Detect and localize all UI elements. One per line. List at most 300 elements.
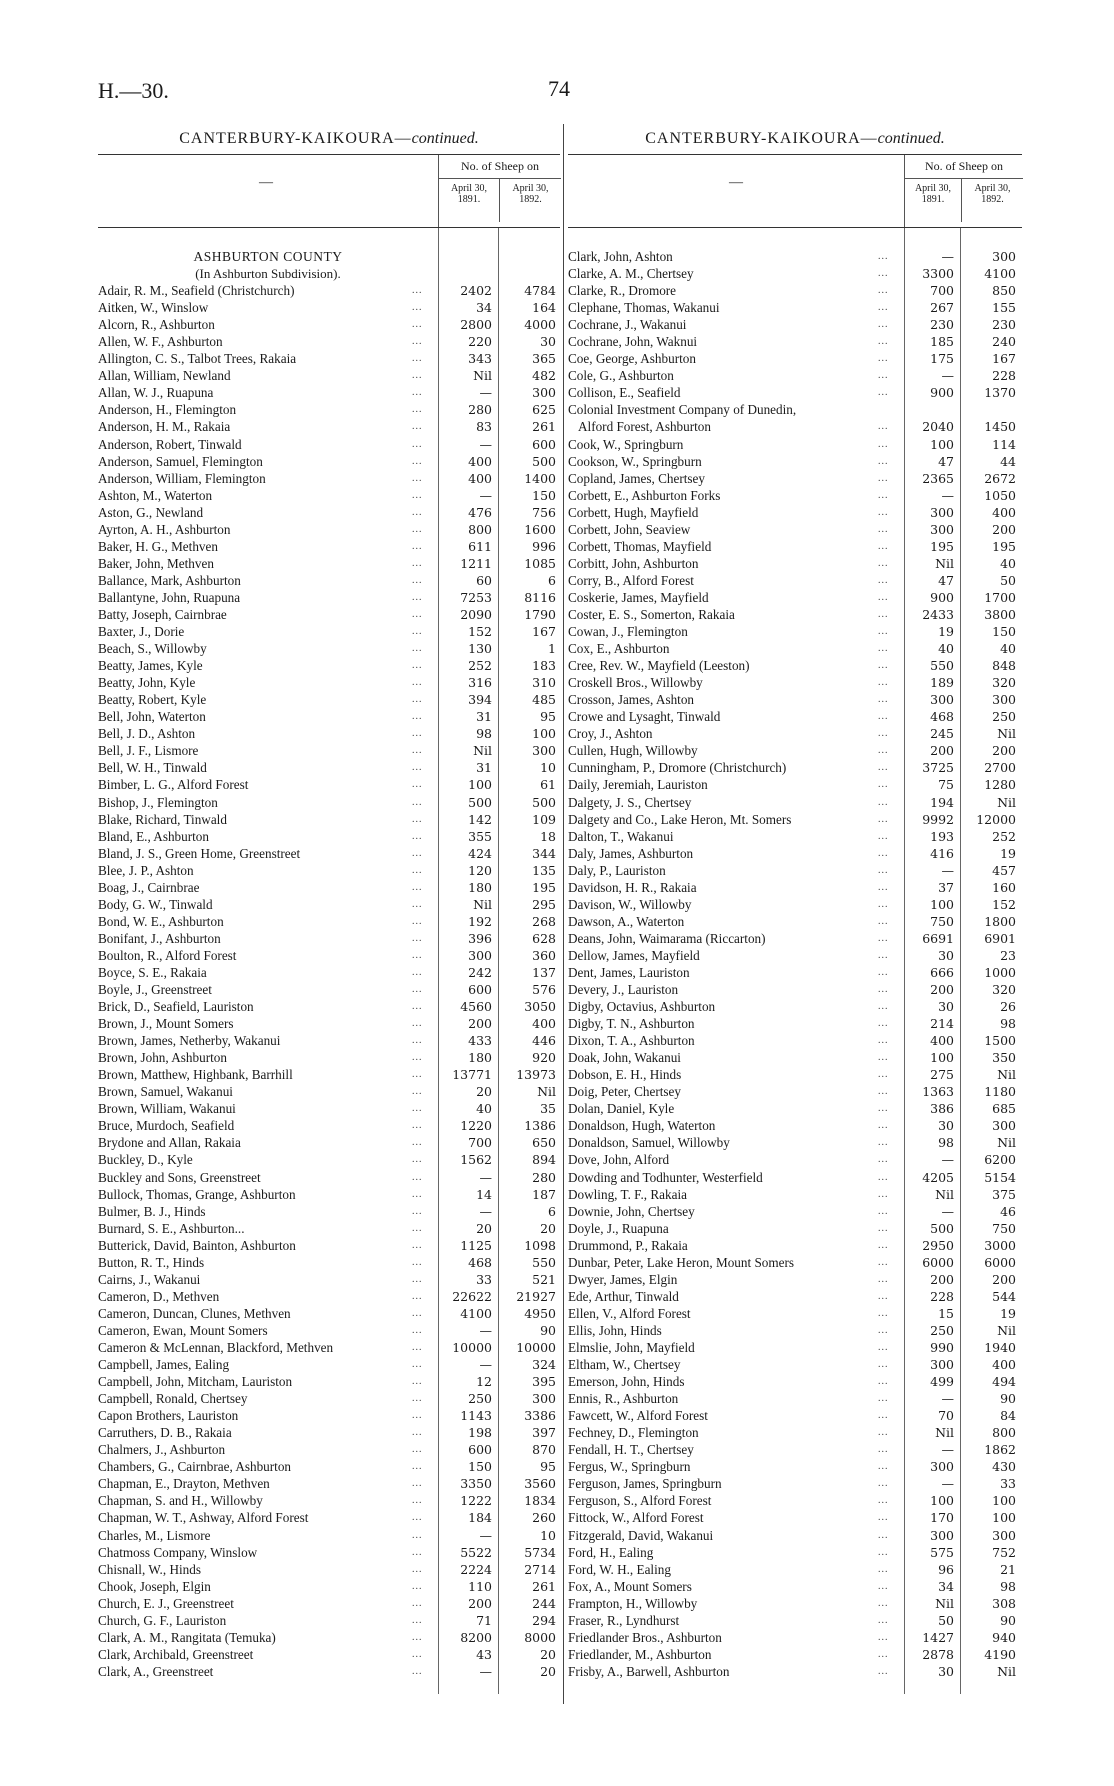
sheep-1891-value: 200 xyxy=(930,743,954,759)
owner-name: Chalmers, J., Ashburton xyxy=(98,1442,226,1458)
owner-name: Cameron & McLennan, Blackford, Methven xyxy=(98,1340,334,1355)
owner-name: Dellow, James, Mayfield xyxy=(568,947,700,963)
sheep-1891-value: 200 xyxy=(930,1271,954,1287)
leader-dots: ... xyxy=(412,1478,423,1490)
leader-dots: ... xyxy=(878,1478,889,1490)
sheep-1892-value: 308 xyxy=(992,1595,1016,1611)
sheep-1891-value: 250 xyxy=(930,1322,954,1338)
leader-dots: ... xyxy=(412,1376,423,1388)
sheep-1891-value: 43 xyxy=(476,1646,492,1662)
sheep-1891-value: 900 xyxy=(930,589,954,605)
sheep-1891-value: 5522 xyxy=(460,1544,492,1560)
owner-name: Dalgety and Co., Lake Heron, Mt. Somers xyxy=(568,811,792,827)
owner-name: Ellen, V., Alford Forest xyxy=(568,1305,691,1321)
owner-name: Brown, J., Mount Somers xyxy=(98,1016,234,1032)
owner-name: Bell, John, Waterton xyxy=(98,709,206,725)
left-sheep-header: No. of Sheep on xyxy=(461,159,539,173)
sheep-1891-value: 280 xyxy=(468,402,492,418)
table-row xyxy=(98,1066,560,1083)
owner-name: Anderson, H., Flemington xyxy=(98,402,237,418)
sheep-1892-value: 300 xyxy=(992,249,1016,264)
owner-name: Dove, John, Alford xyxy=(568,1152,670,1168)
owner-name: Corbett, John, Seaview xyxy=(568,521,691,537)
table-row xyxy=(98,794,560,811)
sheep-1891-value: 40 xyxy=(938,641,954,657)
leader-dots: ... xyxy=(878,966,889,978)
sheep-1892-value: 2672 xyxy=(984,470,1016,486)
sheep-1892-value: 400 xyxy=(532,1016,556,1032)
sheep-1892-value: 1 xyxy=(548,641,556,657)
owner-name: Frampton, H., Willowby xyxy=(568,1595,698,1611)
sheep-1892-value: 300 xyxy=(532,385,556,401)
leader-dots: ... xyxy=(878,489,889,501)
sheep-1892-value: 40 xyxy=(1000,555,1016,571)
table-row xyxy=(568,333,1022,350)
owner-name: Dunbar, Peter, Lake Heron, Mount Somers xyxy=(568,1254,795,1270)
sheep-1892-value: 1800 xyxy=(984,913,1016,929)
sheep-1892-value: 750 xyxy=(992,1220,1016,1236)
sheep-1891-value: 400 xyxy=(930,1033,954,1049)
table-row xyxy=(98,367,560,384)
owner-name: Ede, Arthur, Tinwald xyxy=(568,1288,679,1304)
owner-name: Fergus, W., Springburn xyxy=(568,1459,691,1475)
leader-dots: ... xyxy=(878,1529,889,1541)
leader-dots: ... xyxy=(412,1307,423,1319)
sheep-1891-value: 666 xyxy=(930,964,954,980)
sheep-1891-value: 228 xyxy=(930,1288,954,1304)
sheep-1891-value: — xyxy=(941,1152,954,1168)
sheep-1891-value: 170 xyxy=(930,1510,954,1526)
leader-dots: ... xyxy=(878,1665,889,1677)
sheep-1891-value: — xyxy=(479,385,492,401)
sheep-1892-value: 19 xyxy=(1000,845,1016,861)
owner-name: Clarke, A. M., Chertsey xyxy=(568,266,694,282)
table-row xyxy=(568,1475,1022,1492)
table-row xyxy=(98,470,560,487)
sheep-1891-value: 2090 xyxy=(460,606,492,622)
sheep-1892-value: 268 xyxy=(532,913,556,929)
sheep-1891-value: 193 xyxy=(930,828,954,844)
table-row xyxy=(568,487,1022,504)
sheep-1891-value: 1363 xyxy=(922,1084,954,1100)
sheep-1892-value: 95 xyxy=(540,1459,556,1475)
sheep-1892-value: 252 xyxy=(992,828,1016,844)
owner-name: Chapman, W. T., Ashway, Alford Forest xyxy=(98,1510,309,1526)
owner-name: Coster, E. S., Somerton, Rakaia xyxy=(568,606,735,622)
sheep-1892-value: 261 xyxy=(532,1578,556,1594)
sheep-1891-value: 4205 xyxy=(922,1169,954,1185)
leader-dots: ... xyxy=(878,1120,889,1132)
sheep-1891-value: 214 xyxy=(930,1016,954,1032)
owner-name: Bland, E., Ashburton xyxy=(98,828,209,844)
table-row xyxy=(98,845,560,862)
owner-name: Aston, G., Newland xyxy=(98,504,204,520)
owner-name: Donaldson, Samuel, Willowby xyxy=(568,1135,730,1151)
owner-name: Bimber, L. G., Alford Forest xyxy=(98,777,249,793)
table-row xyxy=(98,555,560,572)
leader-dots: ... xyxy=(412,1393,423,1405)
sheep-1892-value: 1098 xyxy=(524,1237,556,1253)
leader-dots: ... xyxy=(412,932,423,944)
sheep-1891-value: 300 xyxy=(930,504,954,520)
sheep-1892-value: 375 xyxy=(992,1186,1016,1202)
sheep-1891-value: 33 xyxy=(476,1271,492,1287)
owner-name: Bell, J. F., Lismore xyxy=(98,743,199,759)
sheep-1892-value: 195 xyxy=(992,538,1016,554)
table-row xyxy=(568,811,1022,828)
owner-name: Cook, W., Springburn xyxy=(568,436,684,452)
owner-name: Brown, John, Ashburton xyxy=(98,1050,227,1066)
owner-name: Chapman, S. and H., Willowby xyxy=(98,1493,263,1509)
owner-name: Cameron, Duncan, Clunes, Methven xyxy=(98,1305,291,1321)
table-row xyxy=(568,725,1022,742)
leader-dots: ... xyxy=(878,1324,889,1336)
owner-name: Daly, P., Lauriston xyxy=(568,862,666,878)
table-row xyxy=(98,1288,560,1305)
owner-name: Bell, W. H., Tinwald xyxy=(98,760,207,776)
leader-dots: ... xyxy=(878,1290,889,1302)
sheep-1891-value: 6000 xyxy=(922,1254,954,1270)
sheep-1891-value: — xyxy=(941,1476,954,1492)
owner-name: Frisby, A., Barwell, Ashburton xyxy=(568,1663,730,1679)
sheep-1892-value: 6 xyxy=(548,1203,556,1219)
owner-name: Doak, John, Wakanui xyxy=(568,1050,681,1066)
sheep-1891-value: 500 xyxy=(930,1220,954,1236)
table-row xyxy=(568,367,1022,384)
owner-name: Cairns, J., Wakanui xyxy=(98,1271,201,1287)
leader-dots: ... xyxy=(412,677,423,689)
sheep-1891-value: 250 xyxy=(468,1391,492,1407)
owner-name: Campbell, Ronald, Chertsey xyxy=(98,1391,248,1407)
owner-name: Corbett, Thomas, Mayfield xyxy=(568,538,712,554)
leader-dots: ... xyxy=(412,1086,423,1098)
sheep-1892-value: 430 xyxy=(992,1459,1016,1475)
table-row xyxy=(98,1646,560,1663)
table-row xyxy=(568,555,1022,572)
sheep-1891-value: 2878 xyxy=(922,1646,954,1662)
owner-name: Ballantyne, John, Ruapuna xyxy=(98,589,241,605)
owner-name: Ferguson, James, Springburn xyxy=(568,1476,722,1492)
sheep-1891-value: 355 xyxy=(468,828,492,844)
leader-dots: ... xyxy=(878,1427,889,1439)
sheep-1891-value: 175 xyxy=(930,351,954,367)
table-row xyxy=(568,674,1022,691)
sheep-1891-value: 195 xyxy=(930,538,954,554)
sheep-1892-value: 5734 xyxy=(524,1544,556,1560)
table-row xyxy=(98,964,560,981)
sheep-1891-value: 252 xyxy=(468,658,492,674)
leader-dots: ... xyxy=(878,1546,889,1558)
owner-name: Daly, James, Ashburton xyxy=(568,845,694,861)
owner-name: Anderson, William, Flemington xyxy=(98,470,266,486)
sheep-1891-value: 990 xyxy=(930,1340,954,1355)
leader-dots: ... xyxy=(878,268,889,280)
owner-name: Ayrton, A. H., Ashburton xyxy=(98,521,231,537)
leader-dots: ... xyxy=(878,1444,889,1456)
sheep-1892-value: Nil xyxy=(537,1084,556,1100)
owner-name: Allington, C. S., Talbot Trees, Rakaia xyxy=(98,351,297,367)
sheep-1892-value: 1862 xyxy=(984,1442,1016,1458)
owner-name: Beatty, James, Kyle xyxy=(98,658,203,674)
leader-dots: ... xyxy=(878,796,889,808)
table-row xyxy=(568,316,1022,333)
table-row xyxy=(98,316,560,333)
sheep-1892-value: 44 xyxy=(1000,453,1016,469)
table-row xyxy=(98,759,560,776)
leader-dots: ... xyxy=(878,387,889,399)
leader-dots: ... xyxy=(878,1597,889,1609)
sheep-1891-value: 98 xyxy=(938,1135,954,1151)
leader-dots: ... xyxy=(878,949,889,961)
leader-dots: ... xyxy=(412,966,423,978)
sheep-1891-value: 700 xyxy=(468,1135,492,1151)
sheep-1892-value: 1000 xyxy=(984,964,1016,980)
leader-dots: ... xyxy=(412,1648,423,1660)
owner-name: Adair, R. M., Seafield (Christchurch) xyxy=(98,283,295,299)
owner-name: Brick, D., Seafield, Lauriston xyxy=(98,999,254,1015)
county-subheading: (In Ashburton Subdivision). xyxy=(195,266,341,282)
sheep-1892-value: 1790 xyxy=(524,606,556,622)
owner-name: Clark, A. M., Rangitata (Temuka) xyxy=(98,1629,276,1645)
owner-name: Batty, Joseph, Cairnbrae xyxy=(98,606,227,622)
owner-name: Cullen, Hugh, Willowby xyxy=(568,743,698,759)
leader-dots: ... xyxy=(878,1052,889,1064)
sheep-1891-value: 100 xyxy=(930,1050,954,1066)
leader-dots: ... xyxy=(412,370,423,382)
column-divider xyxy=(563,124,564,1704)
sheep-1891-value: Nil xyxy=(935,1595,954,1611)
leader-dots: ... xyxy=(412,1171,423,1183)
sheep-1891-value: 3350 xyxy=(460,1476,492,1492)
sheep-1892-value: 1386 xyxy=(524,1118,556,1134)
owner-name: Friedlander, M., Ashburton xyxy=(568,1646,712,1662)
owner-name: Drummond, P., Rakaia xyxy=(568,1237,688,1253)
sheep-1892-value: 260 xyxy=(532,1510,556,1526)
left-header-dash: — xyxy=(259,175,273,190)
leader-dots: ... xyxy=(878,694,889,706)
leader-dots: ... xyxy=(878,370,889,382)
sheep-1891-value: 343 xyxy=(468,351,492,367)
leader-dots: ... xyxy=(878,881,889,893)
leader-dots: ... xyxy=(878,1512,889,1524)
sheep-1892-value: 50 xyxy=(1000,572,1016,588)
sheep-1892-value: 800 xyxy=(992,1425,1016,1441)
sheep-1891-value: 180 xyxy=(468,879,492,895)
leader-dots: ... xyxy=(412,608,423,620)
sheep-1892-value: 167 xyxy=(532,624,556,640)
sheep-1891-value: 120 xyxy=(468,862,492,878)
leader-dots: ... xyxy=(878,506,889,518)
leader-dots: ... xyxy=(878,1239,889,1251)
right-column xyxy=(568,128,1022,1680)
sheep-1892-value: 1370 xyxy=(984,385,1016,401)
table-row xyxy=(568,1663,1022,1680)
leader-dots: ... xyxy=(878,626,889,638)
sheep-1891-value: 71 xyxy=(476,1612,492,1628)
sheep-1891-value: 416 xyxy=(930,845,954,861)
leader-dots: ... xyxy=(412,1205,423,1217)
table-row xyxy=(98,981,560,998)
table-row xyxy=(568,998,1022,1015)
sheep-1892-value: 23 xyxy=(1000,947,1016,963)
owner-name: Ballance, Mark, Ashburton xyxy=(98,572,241,588)
table-row xyxy=(568,1169,1022,1186)
owner-name: Allan, William, Newland xyxy=(98,368,231,384)
leader-dots: ... xyxy=(878,1359,889,1371)
table-row xyxy=(98,913,560,930)
leader-dots: ... xyxy=(878,285,889,297)
owner-name: Fox, A., Mount Somers xyxy=(568,1578,692,1594)
table-row xyxy=(568,794,1022,811)
leader-dots: ... xyxy=(412,404,423,416)
leader-dots: ... xyxy=(412,302,423,314)
table-row xyxy=(98,538,560,555)
sheep-1892-value: 4100 xyxy=(984,266,1016,282)
leader-dots: ... xyxy=(878,574,889,586)
sheep-1891-value: 7253 xyxy=(460,589,492,605)
owner-name: Baker, H. G., Methven xyxy=(98,538,218,554)
sheep-1892-value: 400 xyxy=(992,504,1016,520)
sheep-1892-value: 200 xyxy=(992,1271,1016,1287)
sheep-1891-value: 194 xyxy=(930,794,954,810)
sheep-1891-value: — xyxy=(941,1442,954,1458)
sheep-1891-value: — xyxy=(479,436,492,452)
owner-name: Eltham, W., Chertsey xyxy=(568,1357,681,1373)
sheep-1892-value: 2700 xyxy=(984,760,1016,776)
sheep-1892-value: 521 xyxy=(532,1271,556,1287)
leader-dots: ... xyxy=(412,1256,423,1268)
sheep-1891-value: 184 xyxy=(468,1510,492,1526)
table-row xyxy=(98,640,560,657)
sheep-1891-value: 575 xyxy=(930,1544,954,1560)
owner-name: Clark, Archibald, Greenstreet xyxy=(98,1646,254,1662)
sheep-1891-value: 600 xyxy=(468,982,492,998)
leader-dots: ... xyxy=(878,608,889,620)
table-row xyxy=(568,418,1022,435)
table-row xyxy=(568,828,1022,845)
table-row xyxy=(568,1595,1022,1612)
table-row xyxy=(568,896,1022,913)
sheep-1892-value: 8000 xyxy=(524,1629,556,1645)
owner-name: Dixon, T. A., Ashburton xyxy=(568,1033,695,1049)
owner-name: Ennis, R., Ashburton xyxy=(568,1391,679,1407)
leader-dots: ... xyxy=(412,1546,423,1558)
sheep-1891-value: 198 xyxy=(468,1425,492,1441)
leader-dots: ... xyxy=(412,336,423,348)
leader-dots: ... xyxy=(412,745,423,757)
owner-name: Fawcett, W., Alford Forest xyxy=(568,1408,708,1424)
sheep-1892-value: Nil xyxy=(997,1067,1016,1083)
sheep-1892-value: 1085 xyxy=(524,555,556,571)
sheep-1891-value: 150 xyxy=(468,1459,492,1475)
table-row xyxy=(568,1492,1022,1509)
table-row xyxy=(98,1561,560,1578)
sheep-1892-value: 135 xyxy=(532,862,556,878)
sheep-1891-value: 396 xyxy=(468,930,492,946)
owner-name: Davison, W., Willowby xyxy=(568,896,692,912)
sheep-1891-value: 2365 xyxy=(922,470,954,486)
left-column xyxy=(98,128,560,1680)
sheep-1892-value: 1834 xyxy=(524,1493,556,1509)
sheep-1892-value: 20 xyxy=(540,1220,556,1236)
sheep-1891-value: 550 xyxy=(930,658,954,674)
sheep-1892-value: 187 xyxy=(532,1186,556,1202)
table-row xyxy=(568,1032,1022,1049)
table-row xyxy=(98,1578,560,1595)
sheep-1892-value: 400 xyxy=(992,1357,1016,1373)
sheep-1892-value: 240 xyxy=(992,334,1016,350)
sheep-1892-value: 98 xyxy=(1000,1016,1016,1032)
leader-dots: ... xyxy=(412,387,423,399)
sheep-1892-value: 344 xyxy=(532,845,556,861)
sheep-1892-value: 164 xyxy=(532,300,556,316)
table-row xyxy=(568,1527,1022,1544)
sheep-1891-value: 316 xyxy=(468,675,492,691)
table-row xyxy=(568,1237,1022,1254)
table-row xyxy=(568,350,1022,367)
owner-name: Bell, J. D., Ashton xyxy=(98,726,196,742)
table-row xyxy=(98,947,560,964)
owner-name: Cunningham, P., Dromore (Christchurch) xyxy=(568,760,787,776)
sheep-1892-value: 350 xyxy=(992,1050,1016,1066)
leader-dots: ... xyxy=(412,285,423,297)
table-row xyxy=(98,572,560,589)
sheep-1892-value: 160 xyxy=(992,879,1016,895)
sheep-1892-value: 228 xyxy=(992,368,1016,384)
sheep-1892-value: 61 xyxy=(540,777,556,793)
sheep-1891-value: — xyxy=(941,487,954,503)
sheep-1892-value: Nil xyxy=(997,1135,1016,1151)
owner-name: Corbitt, John, Ashburton xyxy=(568,555,699,571)
leader-dots: ... xyxy=(412,1342,423,1353)
sheep-1891-value: 300 xyxy=(468,947,492,963)
sheep-1891-value: 1427 xyxy=(922,1629,954,1645)
sheep-1892-value: 446 xyxy=(532,1033,556,1049)
sheep-1892-value: 84 xyxy=(1000,1408,1016,1424)
table-row xyxy=(568,913,1022,930)
table-row xyxy=(568,1117,1022,1134)
owner-name: Baxter, J., Dorie xyxy=(98,624,185,640)
table-row xyxy=(568,265,1022,282)
owner-name: Downie, John, Chertsey xyxy=(568,1203,695,1219)
sheep-1892-value: 13973 xyxy=(516,1067,556,1083)
table-row xyxy=(98,1492,560,1509)
owner-name: Fendall, H. T., Chertsey xyxy=(568,1442,694,1458)
leader-dots: ... xyxy=(412,1631,423,1643)
leader-dots: ... xyxy=(412,489,423,501)
sheep-1891-value: 37 xyxy=(938,879,954,895)
sheep-1892-value: 3560 xyxy=(524,1476,556,1492)
sheep-1892-value: 3050 xyxy=(524,999,556,1015)
leader-dots: ... xyxy=(878,1188,889,1200)
owner-name: Anderson, Samuel, Flemington xyxy=(98,453,263,469)
leader-dots: ... xyxy=(878,1393,889,1405)
owner-name: Ashton, M., Waterton xyxy=(98,487,213,503)
leader-dots: ... xyxy=(412,1597,423,1609)
leader-dots: ... xyxy=(878,302,889,314)
sheep-1891-value: 192 xyxy=(468,913,492,929)
sheep-1892-value: 4784 xyxy=(524,283,556,299)
table-row xyxy=(568,1203,1022,1220)
leader-dots: ... xyxy=(878,1648,889,1660)
table-row xyxy=(98,1254,560,1271)
sheep-1891-value: 1143 xyxy=(460,1408,492,1424)
sheep-1891-value: 300 xyxy=(930,1459,954,1475)
table-row xyxy=(568,1356,1022,1373)
table-row xyxy=(568,640,1022,657)
sheep-1891-value: 433 xyxy=(468,1033,492,1049)
table-row xyxy=(568,1544,1022,1561)
